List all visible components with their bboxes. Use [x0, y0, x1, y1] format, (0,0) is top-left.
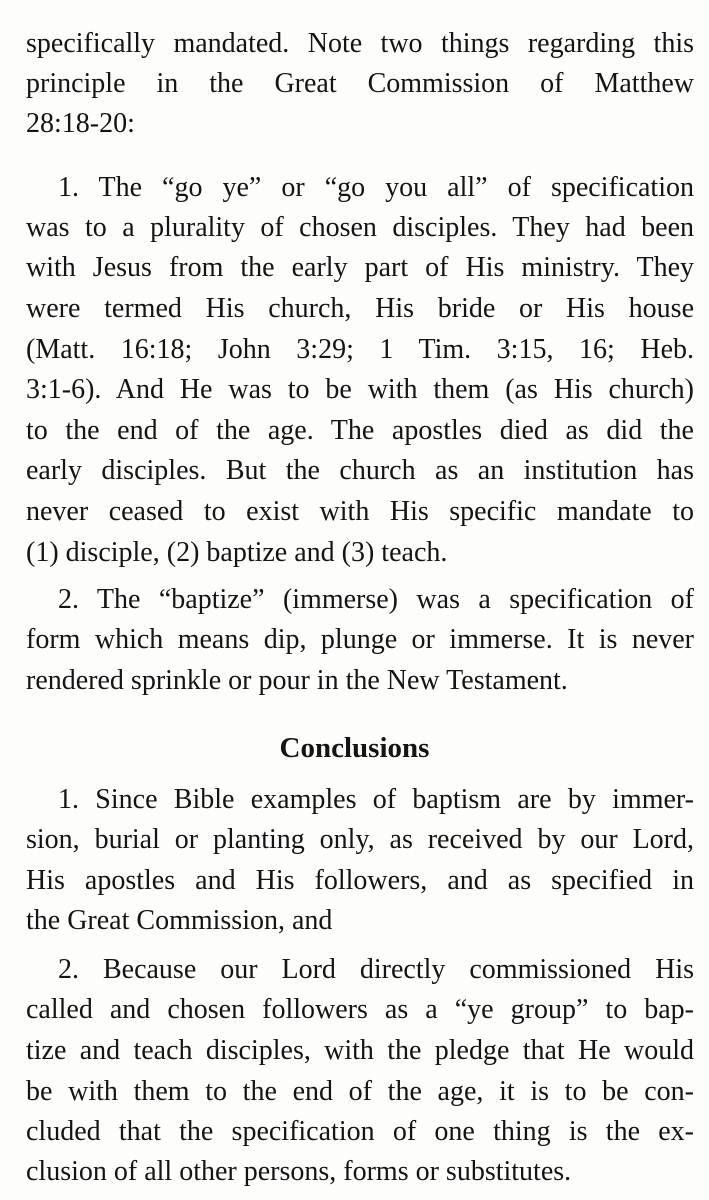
point-two-line: 2. The “baptize” (immerse) was a specification of — [58, 584, 694, 615]
conclusion-two-line: cluded that the specification of one thing is the ex- — [26, 1116, 694, 1147]
conclusion-two-line: be with them to the end of the age, it is to be con- — [26, 1076, 694, 1107]
point-one-line: with Jesus from the early part of His ministry. They — [26, 252, 694, 283]
conclusion-one-line: 1. Since Bible examples of baptism are by immer- — [58, 784, 694, 815]
point-one-line: (1) disciple, (2) baptize and (3) teach. — [26, 537, 448, 568]
point-one-line: (Matt. 16:18; John 3:29; 1 Tim. 3:15, 16; Heb. — [26, 334, 694, 365]
point-one-line: was to a plurality of chosen disciples. They had been — [26, 212, 694, 243]
conclusion-one-line: sion, burial or planting only, as received by our Lord, — [26, 824, 694, 855]
intro-line: specifically mandated. Note two things regarding this — [26, 28, 694, 59]
point-one-line: were termed His church, His bride or His house — [26, 293, 694, 324]
conclusion-two-line: called and chosen followers as a “ye group” to bap- — [26, 994, 694, 1025]
intro-line: 28:18-20: — [26, 108, 135, 139]
conclusion-two-line: 2. Because our Lord directly commissioned His — [58, 954, 694, 985]
point-two-line: form which means dip, plunge or immerse. It is never — [26, 624, 694, 655]
conclusions-heading: Conclusions — [279, 732, 430, 764]
intro-line: principle in the Great Commission of Matthew — [26, 68, 694, 99]
point-one-line: never ceased to exist with His specific mandate to — [26, 496, 694, 527]
conclusion-two-line: tize and teach disciples, with the pledge that He would — [26, 1035, 694, 1066]
point-one-line: to the end of the age. The apostles died as did the — [26, 415, 694, 446]
point-one-line: early disciples. But the church as an institution has — [26, 455, 694, 486]
conclusion-one-line: the Great Commission, and — [26, 905, 333, 936]
point-one-line: 1. The “go ye” or “go you all” of specification — [58, 172, 694, 203]
conclusion-one-line: His apostles and His followers, and as specified in — [26, 865, 694, 896]
point-two-line: rendered sprinkle or pour in the New Testament. — [26, 665, 568, 696]
point-one-line: 3:1-6). And He was to be with them (as His church) — [26, 374, 694, 405]
conclusion-two-line: clusion of all other persons, forms or substitutes. — [26, 1156, 572, 1187]
